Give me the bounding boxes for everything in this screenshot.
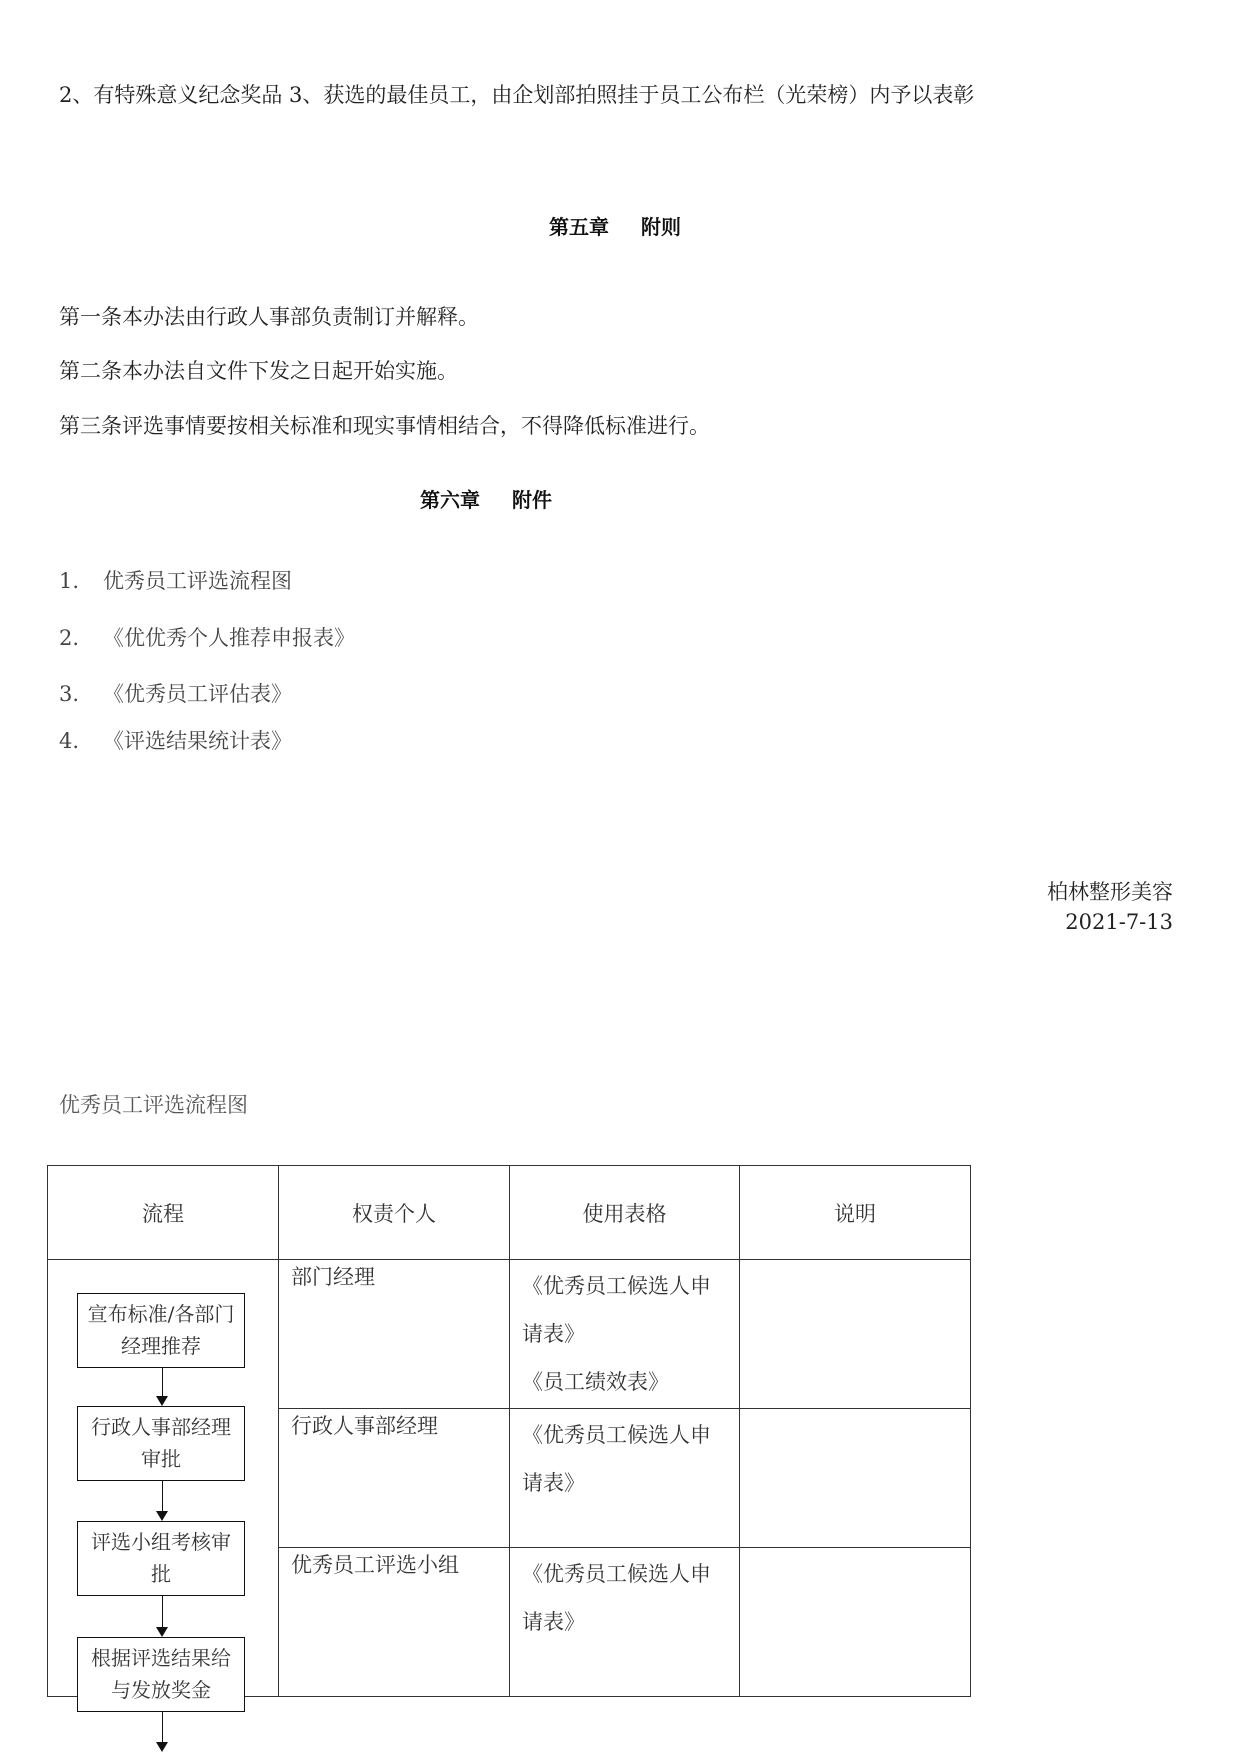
row-1-role: 部门经理 [291, 1265, 375, 1289]
row-1-forms: 《优秀员工候选人申 请表》 《员工绩效表》 [522, 1274, 711, 1394]
flow-arrow-down-icon [162, 1596, 163, 1635]
chapter6-number: 第六章 [420, 488, 480, 512]
attachment-item-1: 1. 优秀员工评选流程图 [59, 569, 292, 593]
table-header-row [48, 1166, 971, 1260]
article-2: 第二条本办法自文件下发之日起开始实施。 [59, 359, 458, 383]
flow-step-panel-review: 评选小组考核审批 [77, 1521, 245, 1596]
signature-date: 2021-7-13 [1065, 910, 1173, 934]
attachment-item-3: 3. 《优秀员工评估表》 [59, 682, 292, 706]
flow-step-hr-approval: 行政人事部经理审批 [77, 1406, 245, 1481]
attachment-item-4: 4. 《评选结果统计表》 [59, 729, 292, 753]
header-forms: 使用表格 [510, 1166, 740, 1260]
chapter5-heading [549, 211, 681, 240]
header-responsible: 权责个人 [279, 1166, 510, 1260]
row-2-note [740, 1409, 971, 1548]
chapter6-title: 附件 [512, 488, 552, 512]
header-notes: 说明 [740, 1166, 971, 1260]
row-2-role: 行政人事部经理 [291, 1414, 438, 1438]
row-2-forms: 《优秀员工候选人申 请表》 [522, 1423, 711, 1495]
flow-step-announce-recommend: 宣布标准/各部门经理推荐 [77, 1293, 245, 1368]
award-items-line: 2、有特殊意义纪念奖品 3、获选的最佳员工，由企划部拍照挂于员工公布栏（光荣榜）内予以表彰 [59, 83, 975, 107]
signature-org: 柏林整形美容 [1047, 880, 1173, 904]
chapter5-number: 第五章 [549, 215, 609, 239]
header-process: 流程 [48, 1166, 279, 1260]
flow-arrow-down-icon [162, 1481, 163, 1519]
flow-arrow-down-icon [162, 1712, 163, 1750]
flow-chart-caption: 优秀员工评选流程图 [59, 1093, 248, 1117]
flow-step-award-bonus: 根据评选结果给与发放奖金 [77, 1637, 245, 1712]
row-3-role: 优秀员工评选小组 [291, 1553, 459, 1577]
chapter6-heading [420, 484, 552, 513]
chapter5-title: 附则 [641, 215, 681, 239]
flow-arrow-down-icon [162, 1368, 163, 1404]
article-3: 第三条评选事情要按相关标准和现实事情相结合，不得降低标准进行。 [59, 414, 710, 438]
row-1-note [740, 1260, 971, 1409]
article-1: 第一条本办法由行政人事部负责制订并解释。 [59, 305, 479, 329]
row-3-note [740, 1548, 971, 1697]
attachment-item-2: 2. 《优优秀个人推荐申报表》 [59, 626, 355, 650]
row-3-forms: 《优秀员工候选人申 请表》 [522, 1562, 711, 1634]
